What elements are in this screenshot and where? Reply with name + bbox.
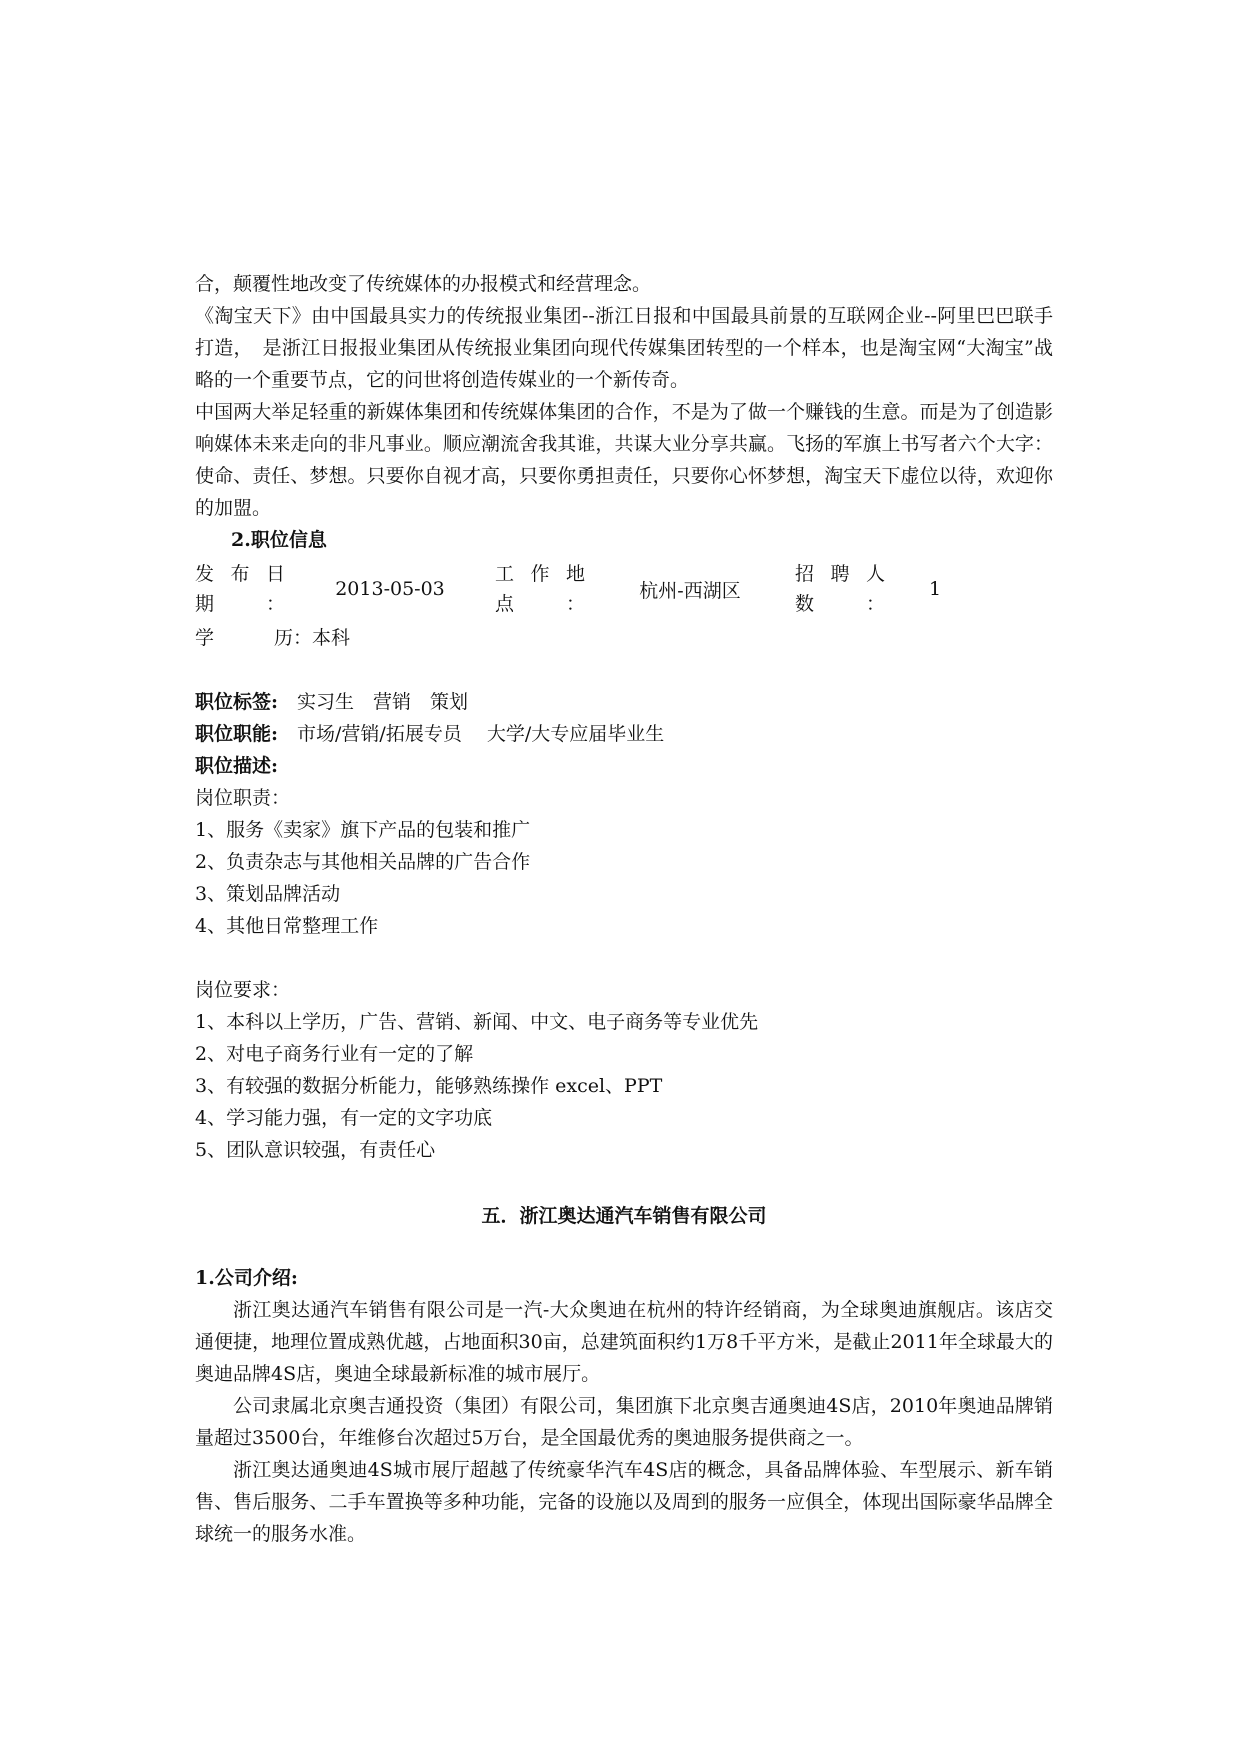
list-item: 3、策划品牌活动 bbox=[195, 883, 341, 905]
date-value: 2013-05-03 bbox=[335, 578, 445, 600]
duty-list bbox=[195, 814, 1053, 942]
list-item: 1、本科以上学历，广告、营销、新闻、中文、电子商务等专业优先 bbox=[195, 1011, 759, 1033]
list-item: 1、服务《卖家》旗下产品的包装和推广 bbox=[195, 819, 531, 841]
company-paragraph-3: 浙江奥达通奥迪4S城市展厅超越了传统豪华汽车4S店的概念，具备品牌体验、车型展示、新车销售、售后服务、二手车置换等多种功能，完备的设施以及周到的服务一应俱全，体现出国际豪华品牌全球统一的服务水准。 bbox=[195, 1459, 1053, 1545]
intro-paragraph-3: 中国两大举足轻重的新媒体集团和传统媒体集团的合作，不是为了做一个赚钱的生意。而是为了创造影响媒体未来走向的非凡事业。顺应潮流舍我其谁，共谋大业分享共赢。飞扬的军旗上书写者六个大字：使命、责任、梦想。只要你自视才高，只要你勇担责任，只要你心怀梦想，淘宝天下虚位以待，欢迎你的加盟。 bbox=[195, 401, 1053, 519]
tags-row bbox=[195, 686, 1053, 718]
requirement-title: 岗位要求： bbox=[195, 979, 291, 1001]
location-value: 杭州-西湖区 bbox=[639, 579, 741, 602]
intro-paragraph-2: 《淘宝天下》由中国最具实力的传统报业集团--浙江日报和中国最具前景的互联网企业--阿里巴巴联手打造， 是浙江日报报业集团从传统报业集团向现代传媒集团转型的一个样本，也是淘宝网“大淘宝”战略的一个重要节点，它的问世将创造传媒业的一个新传奇。 bbox=[195, 305, 1053, 391]
education-value: ：本科 bbox=[293, 627, 351, 649]
list-item: 5、团队意识较强，有责任心 bbox=[195, 1139, 436, 1161]
function-value: 市场/营销/拓展专员 大学/大专应届毕业生 bbox=[278, 723, 665, 745]
position-heading: 2.职位信息 bbox=[231, 529, 327, 551]
function-label: 职位职能: bbox=[195, 723, 279, 745]
company-paragraph-1: 浙江奥达通汽车销售有限公司是一汽-大众奥迪在杭州的特许经销商，为全球奥迪旗舰店。该店交通便捷，地理位置成熟优越，占地面积30亩，总建筑面积约1万8千平方米，是截止2011年全球最大的奥迪品牌4S店，奥迪全球最新标准的城市展厅。 bbox=[195, 1299, 1053, 1385]
requirement-list bbox=[195, 1006, 1053, 1166]
list-item: 2、负责杂志与其他相关品牌的广告合作 bbox=[195, 851, 531, 873]
location-label: 工作地点： bbox=[495, 563, 585, 615]
list-item: 4、其他日常整理工作 bbox=[195, 915, 379, 937]
function-row bbox=[195, 718, 1053, 750]
list-item: 2、对电子商务行业有一定的了解 bbox=[195, 1043, 474, 1065]
education-label: 学 历 bbox=[195, 627, 293, 649]
section-title: 五．浙江奥达通汽车销售有限公司 bbox=[481, 1205, 767, 1227]
company-paragraph-2: 公司隶属北京奥吉通投资（集团）有限公司，集团旗下北京奥吉通奥迪4S店，2010年奥迪品牌销量超过3500台，年维修台次超过5万台，是全国最优秀的奥迪服务提供商之一。 bbox=[195, 1395, 1053, 1449]
description-label: 职位描述: bbox=[195, 755, 279, 777]
intro-paragraph-1: 合，颠覆性地改变了传统媒体的办报模式和经营理念。 bbox=[195, 273, 652, 295]
document-page bbox=[195, 268, 1053, 1550]
position-info-row bbox=[195, 556, 1053, 622]
list-item: 3、有较强的数据分析能力，能够熟练操作 excel、PPT bbox=[195, 1075, 663, 1097]
tags-label: 职位标签: bbox=[195, 691, 279, 713]
list-item: 4、学习能力强，有一定的文字功底 bbox=[195, 1107, 493, 1129]
count-label: 招聘人数： bbox=[795, 563, 885, 615]
company-heading: 1.公司介绍: bbox=[195, 1267, 298, 1289]
date-label: 发布日期： bbox=[195, 563, 285, 615]
duty-title: 岗位职责： bbox=[195, 787, 291, 809]
tags-value: 实习生 营销 策划 bbox=[278, 691, 469, 713]
education-row bbox=[195, 622, 1053, 654]
count-value: 1 bbox=[928, 578, 942, 600]
